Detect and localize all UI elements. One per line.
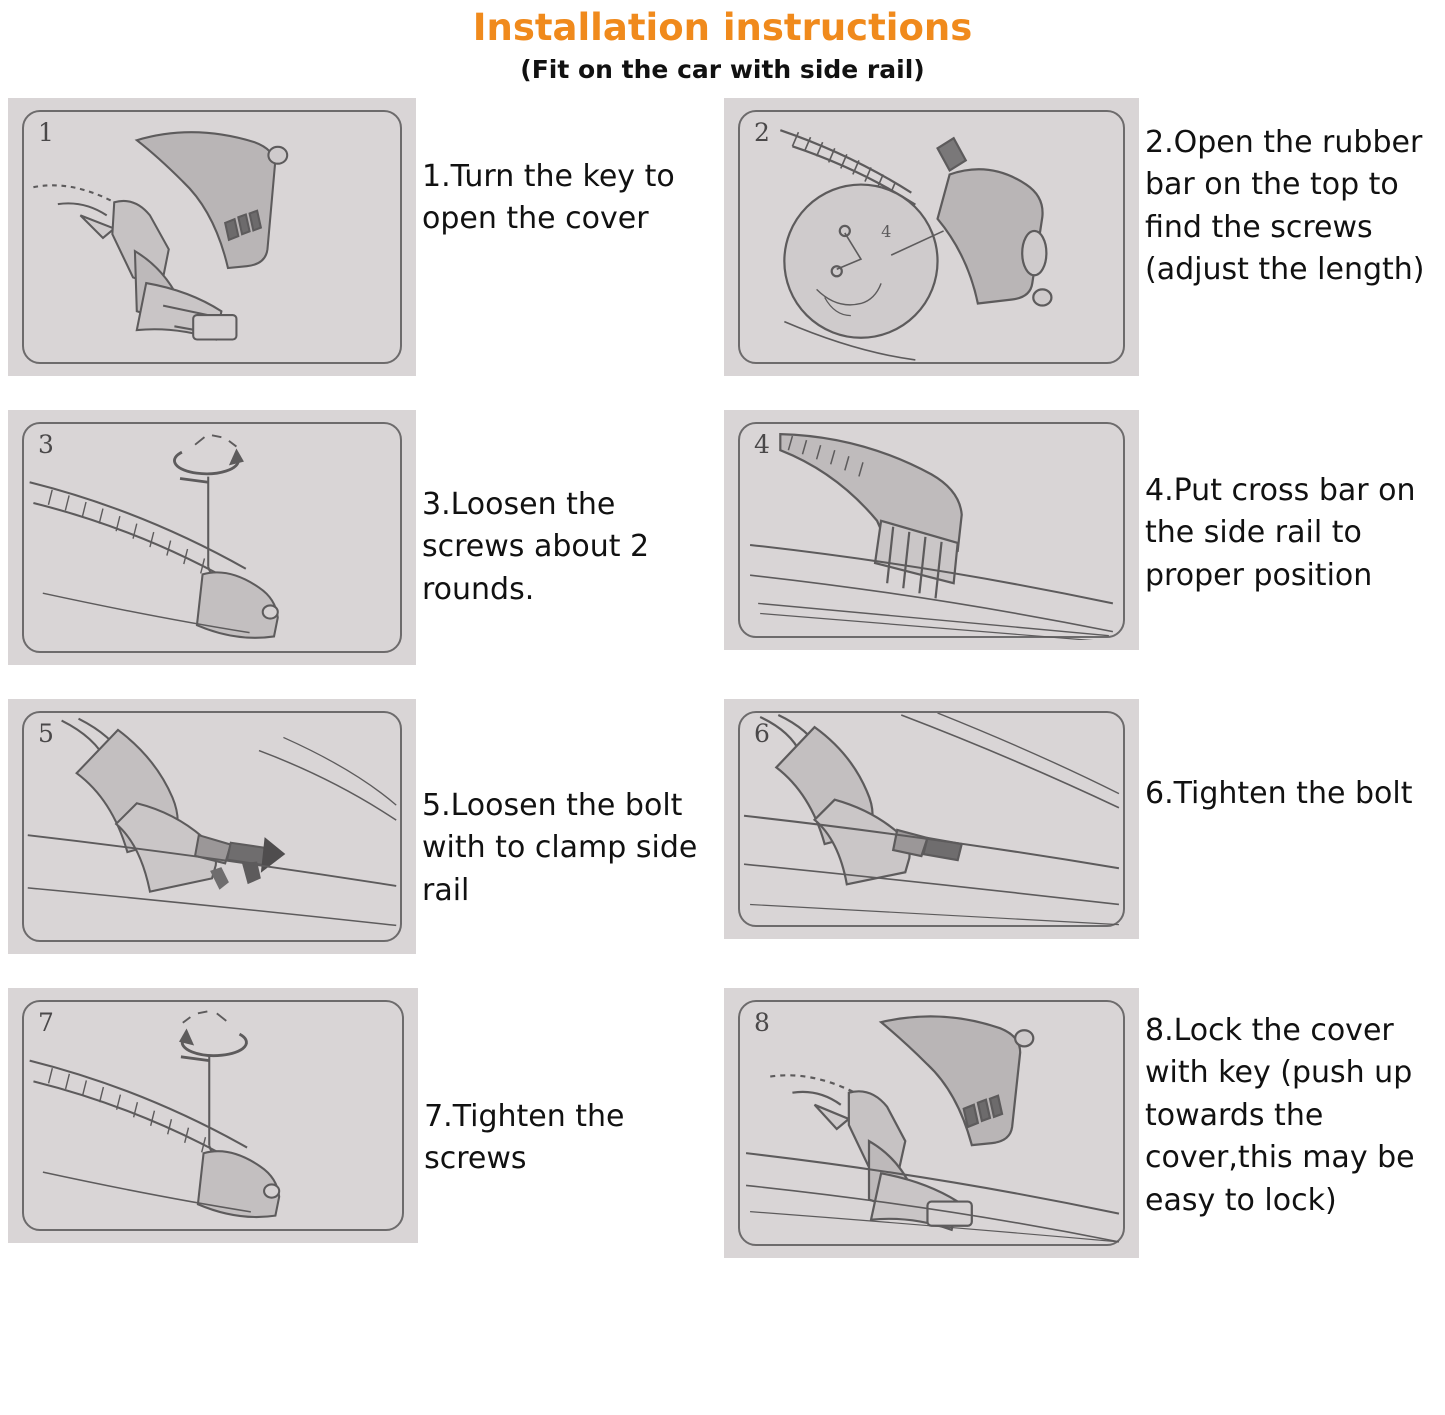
step-4-caption: 4.Put cross bar on the side rail to proper position: [1145, 472, 1416, 593]
lock-cover-with-key-icon: [740, 1002, 1123, 1244]
step-row-4: [0, 988, 1445, 1258]
step-5-caption: 5.Loosen the bolt with to clamp side rail: [422, 787, 698, 908]
step-5-figure: [8, 699, 416, 954]
step-5: [0, 699, 722, 954]
step-8-caption: 8.Lock the cover with key (push up towards the cover,this may be easy to lock): [1145, 1012, 1415, 1219]
step-3: [0, 410, 722, 665]
step-7-caption: 7.Tighten the screws: [424, 1098, 625, 1177]
step-7: [0, 988, 722, 1243]
step-1-caption: 1.Turn the key to open the cover: [422, 158, 675, 237]
step-2-caption: 2.Open the rubber bar on the top to find the screws (adjust the length): [1145, 124, 1425, 288]
step-7-figure: [8, 988, 418, 1243]
tighten-clamp-bolt-icon: [740, 713, 1123, 930]
step-8: [722, 988, 1445, 1258]
crossbar-rubber-strip-detail-icon: [740, 112, 1123, 364]
page-subtitle: (Fit on the car with side rail): [520, 54, 925, 84]
step-5-badge: 5: [38, 718, 54, 748]
step-8-figure: [724, 988, 1139, 1258]
step-3-caption: 3.Loosen the screws about 2 rounds.: [422, 486, 650, 607]
loosen-clamp-bolt-icon: [24, 713, 400, 929]
step-2-badge: 2: [754, 117, 770, 147]
crossbar-on-side-rail-icon: [740, 424, 1123, 641]
step-2-figure: [724, 98, 1139, 376]
step-row-2: [0, 410, 1445, 665]
step-8-badge: 8: [754, 1007, 770, 1037]
step-4-figure: [724, 410, 1139, 650]
page-title: Installation instructions: [472, 6, 973, 49]
step-row-3: [0, 699, 1445, 954]
step-7-badge: 7: [38, 1007, 54, 1037]
step-4: [722, 410, 1445, 650]
step-1-badge: 1: [38, 117, 54, 147]
step-3-badge: 3: [38, 429, 54, 459]
step-1: [0, 98, 722, 376]
allen-key-loosen-screw-icon: [24, 424, 400, 640]
svg-text:4: 4: [881, 221, 892, 241]
step-2: [722, 98, 1445, 376]
step-6: [722, 699, 1445, 939]
step-6-badge: 6: [754, 718, 770, 748]
step-row-1: [0, 98, 1445, 376]
step-4-badge: 4: [754, 429, 770, 459]
steps-container: [0, 98, 1445, 1258]
step-6-caption: 6.Tighten the bolt: [1145, 775, 1413, 811]
roof-rack-lock-cover-with-key-icon: [24, 112, 400, 347]
allen-key-tighten-screw-icon: [24, 1002, 402, 1219]
step-1-figure: [8, 98, 416, 376]
step-6-figure: [724, 699, 1139, 939]
step-3-figure: [8, 410, 416, 665]
